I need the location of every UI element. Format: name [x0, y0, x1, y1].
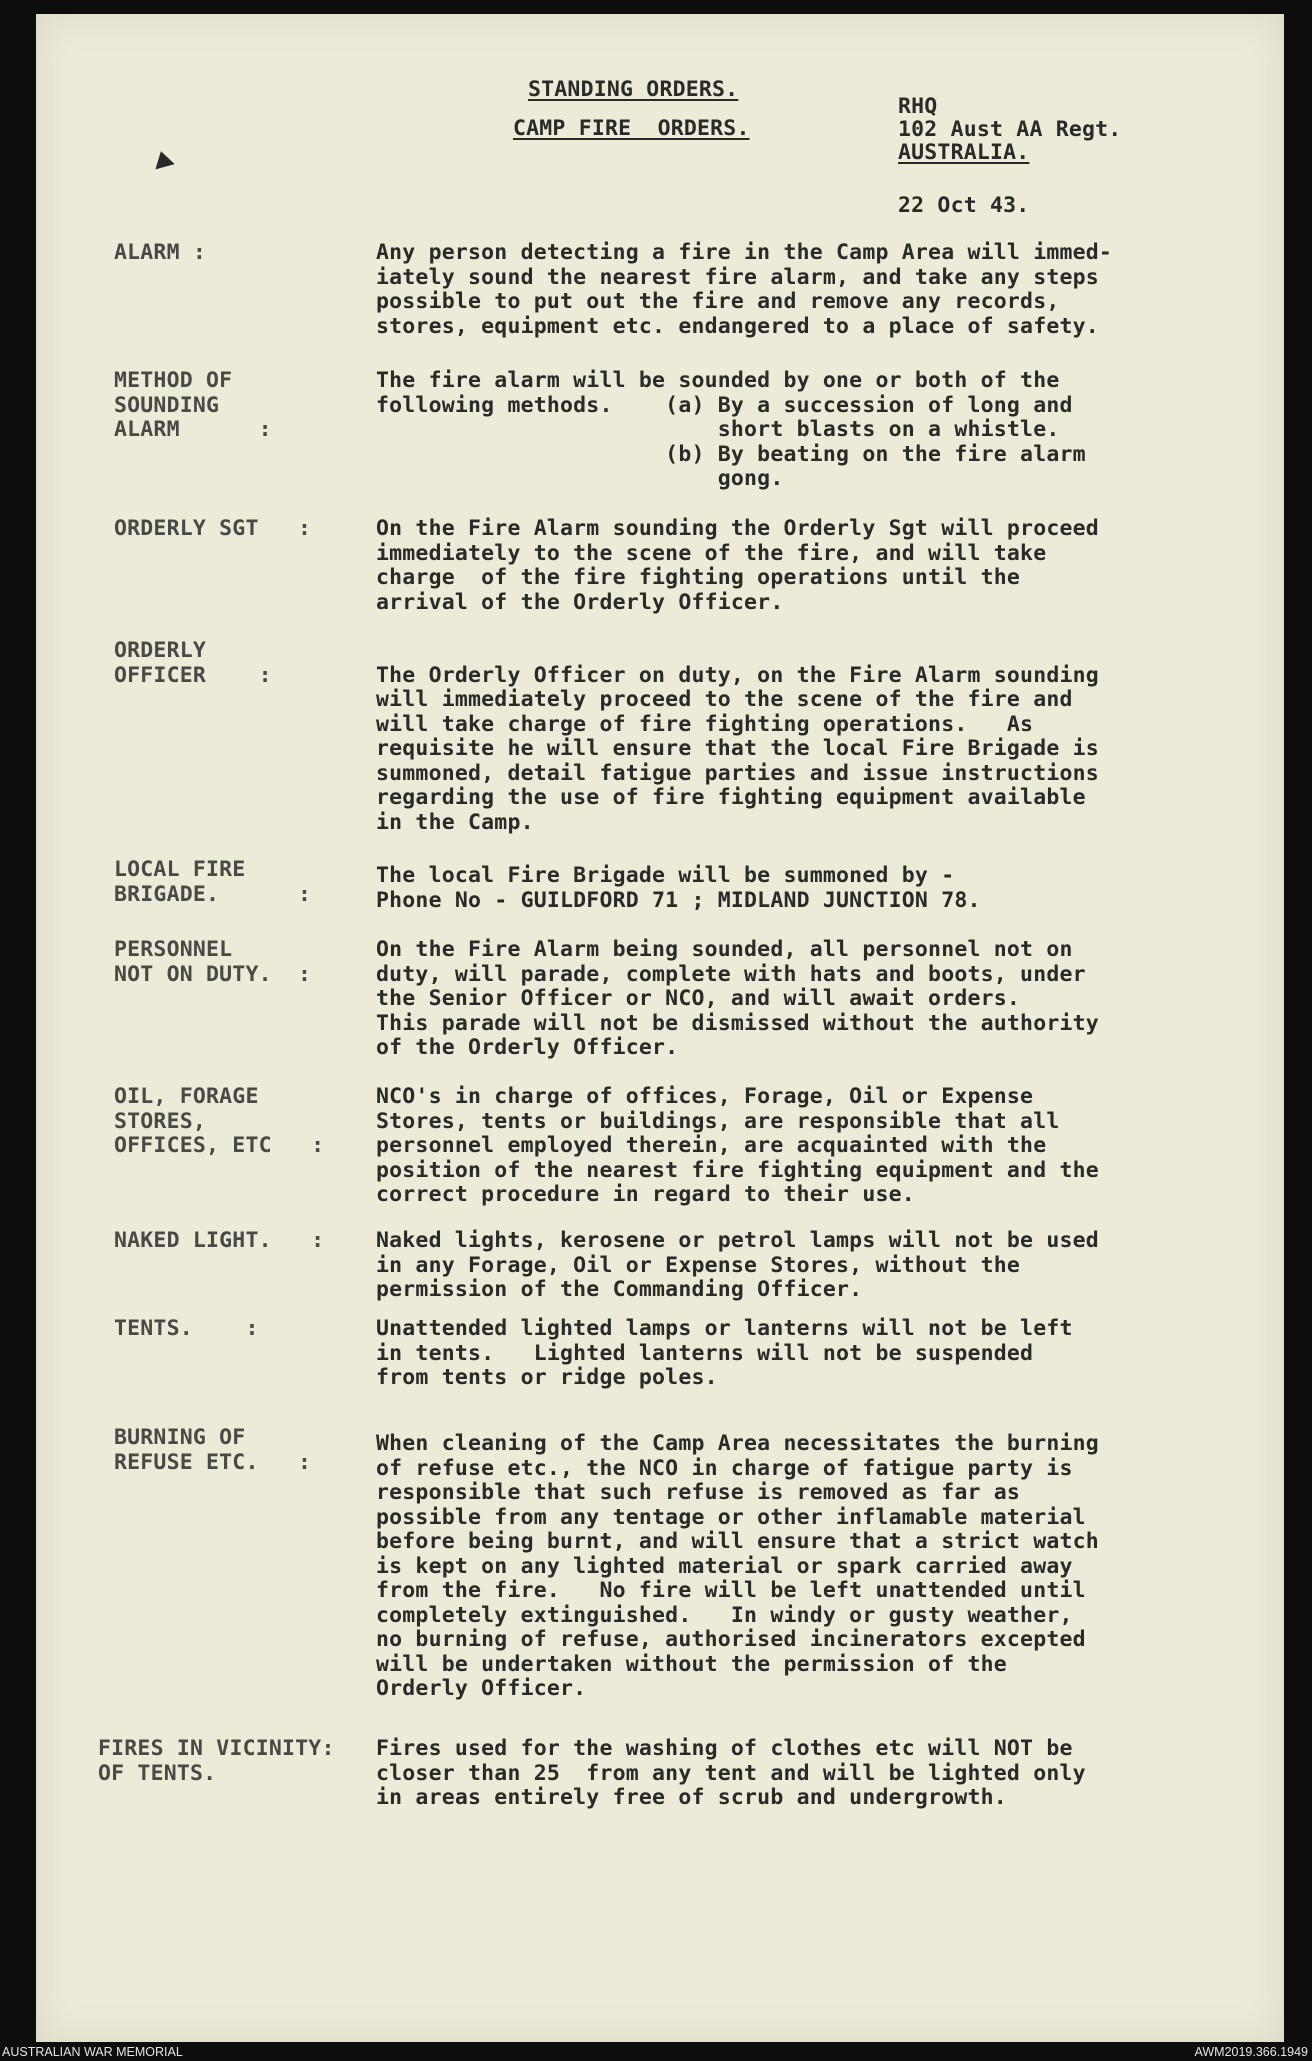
- unit-line-3: AUSTRALIA.: [898, 140, 1030, 165]
- section-text-fires-vicinity: Fires used for the washing of clothes etc will NOT be closer than 25 from any tent and will be lighted only in areas entirely free of scrub and undergrowth.: [376, 1736, 1086, 1810]
- section-label-personnel: PERSONNEL NOT ON DUTY. :: [114, 937, 312, 987]
- section-label-local-fire-brigade: LOCAL FIRE BRIGADE. :: [114, 857, 312, 907]
- section-text-method: The fire alarm will be sounded by one or both of the following methods. (a) By a succession of long and short blasts on a whistle. (b) By beating on the fire alarm gong.: [376, 368, 1086, 491]
- section-text-alarm: Any person detecting a fire in the Camp Area will immed- iately sound the nearest fire alarm, and take any steps possible to put out the fire and remove any records, stores, equipment etc. endangered to a place of safety.: [376, 240, 1113, 339]
- section-label-tents: TENTS. :: [114, 1316, 259, 1341]
- punch-mark: [151, 149, 174, 170]
- section-text-orderly-officer: The Orderly Officer on duty, on the Fire Alarm sounding will immediately proceed to the scene of the fire and will take charge of fire fighting operations. As requisite he will ensure that the local Fire Brigade is summoned, detail fatigue parties and issue instructions regarding the use of fire fighting equipment available in the Camp.: [376, 662, 1099, 835]
- section-text-naked-light: Naked lights, kerosene or petrol lamps will not be used in any Forage, Oil or Expense Stores, without the permission of the Commanding Officer.: [376, 1228, 1099, 1302]
- section-label-alarm: ALARM :: [114, 240, 207, 265]
- section-label-orderly-officer: ORDERLY OFFICER :: [114, 638, 272, 688]
- document-subtitle: CAMP FIRE ORDERS.: [513, 116, 750, 141]
- footer-accession-number: AWM2019.366.1949: [1194, 2045, 1308, 2059]
- document-page: [36, 14, 1284, 2042]
- footer-credit: AUSTRALIAN WAR MEMORIAL: [2, 2045, 183, 2059]
- document-title: STANDING ORDERS.: [528, 77, 739, 102]
- section-label-naked-light: NAKED LIGHT. :: [114, 1228, 325, 1253]
- section-text-tents: Unattended lighted lamps or lanterns will not be left in tents. Lighted lanterns will not be suspended from tents or ridge poles.: [376, 1316, 1073, 1390]
- section-text-burning-refuse: When cleaning of the Camp Area necessitates the burning of refuse etc., the NCO in charge of fatigue party is responsible that such refuse is removed as far as possible from any tentage or other inflamable material before being burnt, and will ensure that a strict watch is kept on any lighted material or spark carried away from the fire. No fire will be left unattended until completely extinguished. In windy or gusty weather, no burning of refuse, authorised incinerators excepted will be undertaken without the permission of the Orderly Officer.: [376, 1431, 1099, 1701]
- section-label-orderly-sgt: ORDERLY SGT :: [114, 516, 312, 541]
- section-text-orderly-sgt: On the Fire Alarm sounding the Orderly Sgt will proceed immediately to the scene of the fire, and will take charge of the fire fighting operations until the arrival of the Orderly Officer.: [376, 516, 1099, 615]
- unit-line-2: 102 Aust AA Regt.: [898, 117, 1122, 142]
- section-label-oil-forage: OIL, FORAGE STORES, OFFICES, ETC :: [114, 1084, 325, 1158]
- section-label-fires-vicinity: FIRES IN VICINITY: OF TENTS.: [98, 1736, 335, 1786]
- section-label-method: METHOD OF SOUNDING ALARM :: [114, 368, 272, 442]
- document-date: 22 Oct 43.: [898, 193, 1030, 218]
- section-text-personnel: On the Fire Alarm being sounded, all personnel not on duty, will parade, complete with hats and boots, under the Senior Officer or NCO, and will await orders. This parade will not be dismissed without the authority of the Orderly Officer.: [376, 937, 1099, 1060]
- unit-line-1: RHQ: [898, 94, 938, 119]
- section-label-burning-refuse: BURNING OF REFUSE ETC. :: [114, 1425, 312, 1475]
- section-text-oil-forage: NCO's in charge of offices, Forage, Oil or Expense Stores, tents or buildings, are responsible that all personnel employed therein, are acquainted with the position of the nearest fire fighting equipment and the correct procedure in regard to their use.: [376, 1084, 1099, 1207]
- section-text-local-fire-brigade: The local Fire Brigade will be summoned by - Phone No - GUILDFORD 71 ; MIDLAND JUNCTION 78.: [376, 863, 981, 913]
